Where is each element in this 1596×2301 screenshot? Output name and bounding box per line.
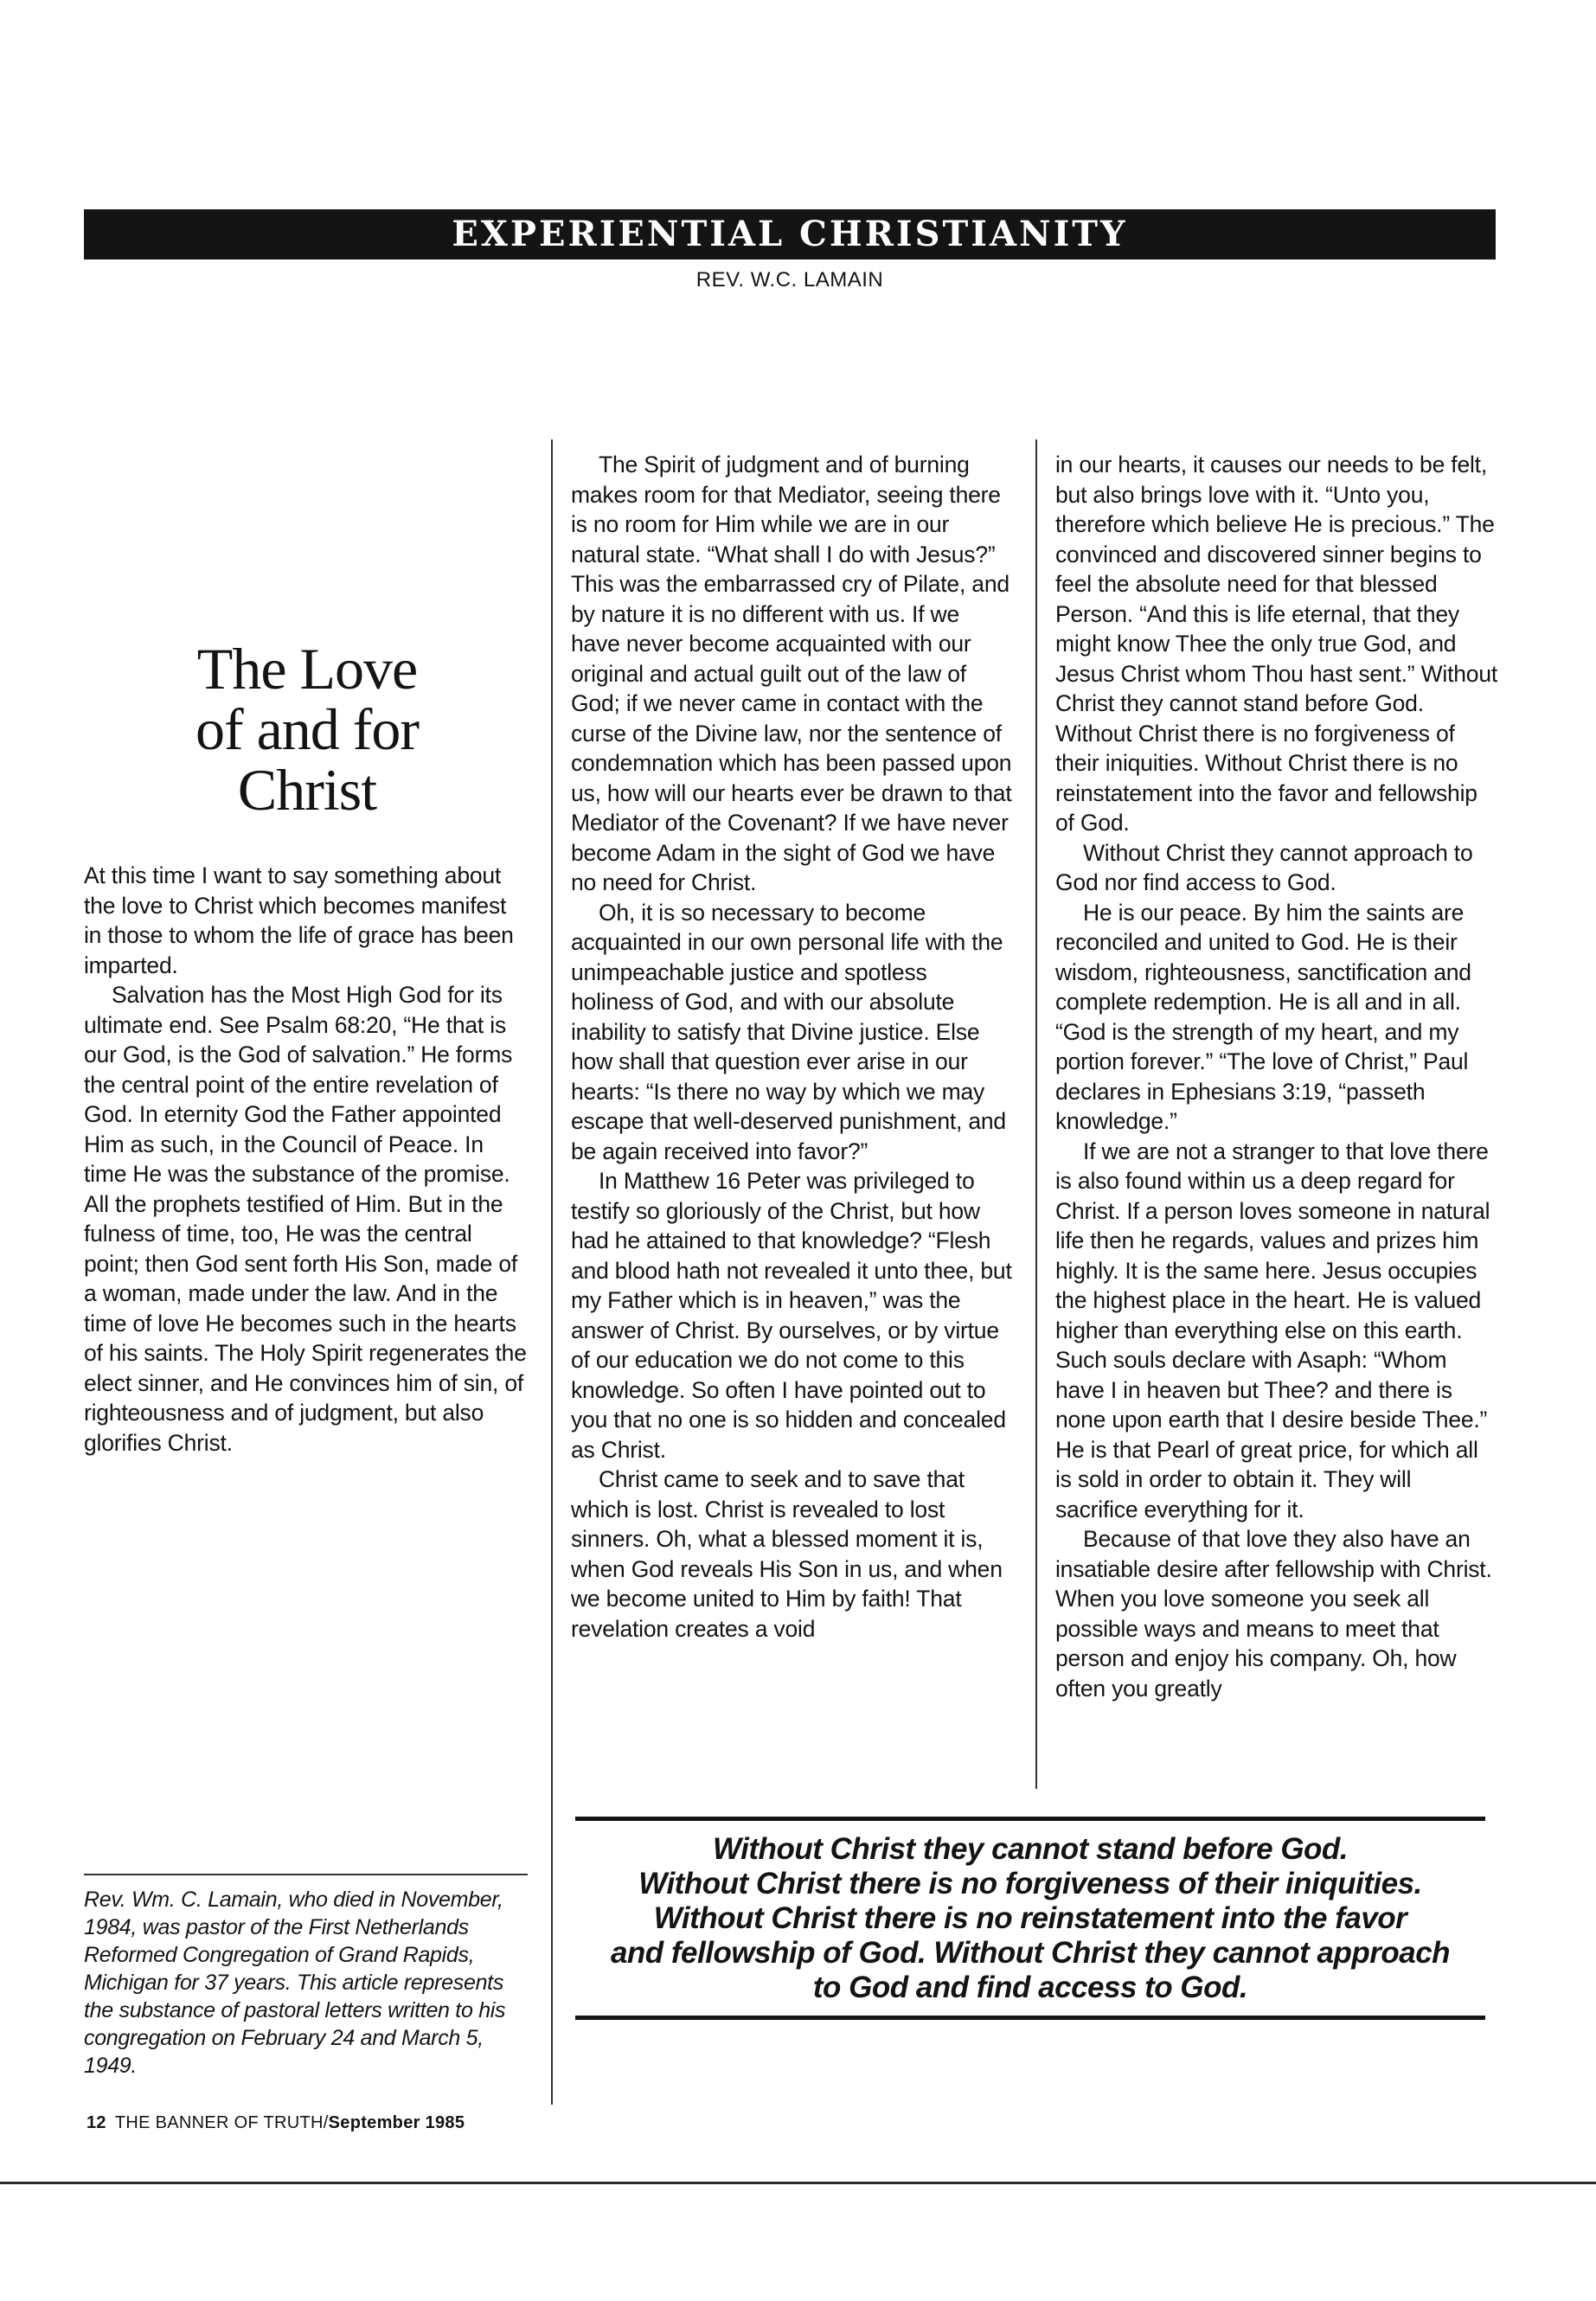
paragraph: If we are not a stranger to that love there is also found within us a deep regard for Christ. If a person loves someone in natural life then he regards, values and prizes him highly. It is the same here. Jesus occupies the highest place in the heart. He is valued higher than everything else on this earth. Such souls declare with Asaph: “Whom have I in heaven but Thee? and there is none upon earth that I desire beside Thee.” He is that Pearl of great price, for which all is sold in order to obtain it. They will sacrifice everything for it. [1055, 1138, 1490, 1522]
pull-quote-line: Without Christ there is no reinstatement into the favor [653, 1901, 1407, 1935]
author-byline: REV. W.C. LAMAIN [695, 268, 884, 292]
title-line: Christ [237, 757, 377, 823]
bio-divider [84, 1874, 528, 1875]
title-line: The Love [196, 636, 418, 702]
paragraph: Christ came to seek and to save that which is lost. Christ is revealed to lost sinners. Oh, what a blessed moment it is, when God reveals His Son in us, and when we become united to Him by faith! That revelation creates a void [571, 1466, 1003, 1642]
pull-quote-rule-bottom [575, 2016, 1485, 2020]
title-line: of and for [195, 696, 420, 762]
page-number: 12 [87, 2113, 106, 2132]
body-column-3 [1055, 450, 1498, 1703]
paragraph: The Spirit of judgment and of burning makes room for that Mediator, seeing there is no room for Him while we are in our natural state. “What shall I do with Jesus?” This was the embarrassed cry of Pilate, and by nature it is no different with us. If we have never become acquainted with our original and actual guilt out of the law of God; if we never came in contact with the curse of the Divine law, nor the sentence of condemnation which has been passed upon us, how will our hearts ever be drawn to that Mediator of the Covenant? If we have never become Adam in the sight of God we have no need for Christ. [571, 452, 1012, 895]
page-bottom-edge [0, 2182, 1596, 2184]
column-divider [551, 439, 553, 2105]
column-divider [1035, 439, 1037, 1789]
section-header-bar [84, 209, 1496, 260]
paragraph: Without Christ they cannot approach to God nor find access to God. [1055, 839, 1473, 895]
article-title [91, 636, 523, 823]
paragraph: At this time I want to say something about the love to Christ which becomes manifest in those to whom the life of grace has been imparted. [84, 862, 514, 978]
page-top-margin [0, 0, 1596, 118]
pull-quote-rule-top [575, 1817, 1485, 1821]
paragraph: in our hearts, it causes our needs to be felt, but also brings love with it. “Unto you, therefore which believe He is precious.” The convinced and discovered sinner begins to feel the absolute need for that blessed Person. “And this is life eternal, that they might know Thee the only true God, and Jesus Christ whom Thou hast sent.” Without Christ they cannot stand before God. Without Christ there is no forgiveness of their iniquities. Without Christ there is no reinstatement into the favor and fellowship of God. [1055, 452, 1498, 836]
paragraph: Because of that love they also have an insatiable desire after fellowship with Christ. When you love someone you seek all possible ways and means to meet that person and enjoy his company. Oh, how often you greatly [1055, 1526, 1492, 1702]
publication-name: THE BANNER OF TRUTH/ [114, 2113, 329, 2132]
paragraph: Oh, it is so necessary to become acquainted in our own personal life with the unimpeachable justice and spotless holiness of God, and with our absolute inability to satisfy that Divine justice. Else how shall that question ever arise in our hearts: “Is there no way by which we may escape that well-deserved punishment, and be again received into favor?” [571, 899, 1006, 1164]
author-bio-note: Rev. Wm. C. Lamain, who died in November, 1984, was pastor of the First Netherlands Reformed Congregation of Grand Rapids, Michigan for 37 years. This article represents the substance of pastoral letters written to his congregation on February 24 and March 5, 1949. [84, 1888, 506, 2078]
intro-column [84, 861, 529, 1458]
paragraph: Salvation has the Most High God for its ultimate end. See Psalm 68:20, “He that is our God, is the God of salvation.” He forms the central point of the entire revelation of God. In eternity God the Father appointed Him as such, in the Council of Peace. In time He was the substance of the promise. All the prophets testified of Him. But in the fulness of time, too, He was the central point; then God sent forth His Son, made of a woman, made under the law. And in the time of love He becomes such in the hearts of his saints. The Holy Spirit regenerates the elect sinner, and He convinces him of sin, of righteousness and of judgment, but also glorifies Christ. [84, 982, 527, 1456]
page-footer [87, 2113, 465, 2133]
pull-quote [575, 1832, 1485, 2005]
paragraph: He is our peace. By him the saints are reconciled and united to God. He is their wisdom, righteousness, sanctification and complete redemption. He is all and in all. “God is the strength of my heart, and my portion forever.” “The love of Christ,” Paul declares in Ephesians 3:19, “passeth knowledge.” [1055, 899, 1471, 1134]
pull-quote-line: Without Christ there is no forgiveness of their iniquities. [638, 1867, 1422, 1900]
paragraph: In Matthew 16 Peter was privileged to testify so gloriously of the Christ, but how had he attained to that knowledge? “Flesh and blood hath not revealed it unto thee, but my Father which is in heaven,” was the answer of Christ. By ourselves, or by virtue of our education we do not come to this knowledge. So often I have pointed out to you that no one is so hidden and concealed as Christ. [571, 1168, 1012, 1463]
pull-quote-line: Without Christ they cannot stand before God. [712, 1832, 1349, 1866]
section-title: EXPERIENTIAL CHRISTIANITY [452, 214, 1128, 254]
pull-quote-line: and fellowship of God. Without Christ they cannot approach [610, 1936, 1451, 1970]
issue-date: September 1985 [328, 2113, 465, 2132]
pull-quote-line: to God and find access to God. [812, 1971, 1248, 2004]
body-column-2 [571, 450, 1014, 1644]
